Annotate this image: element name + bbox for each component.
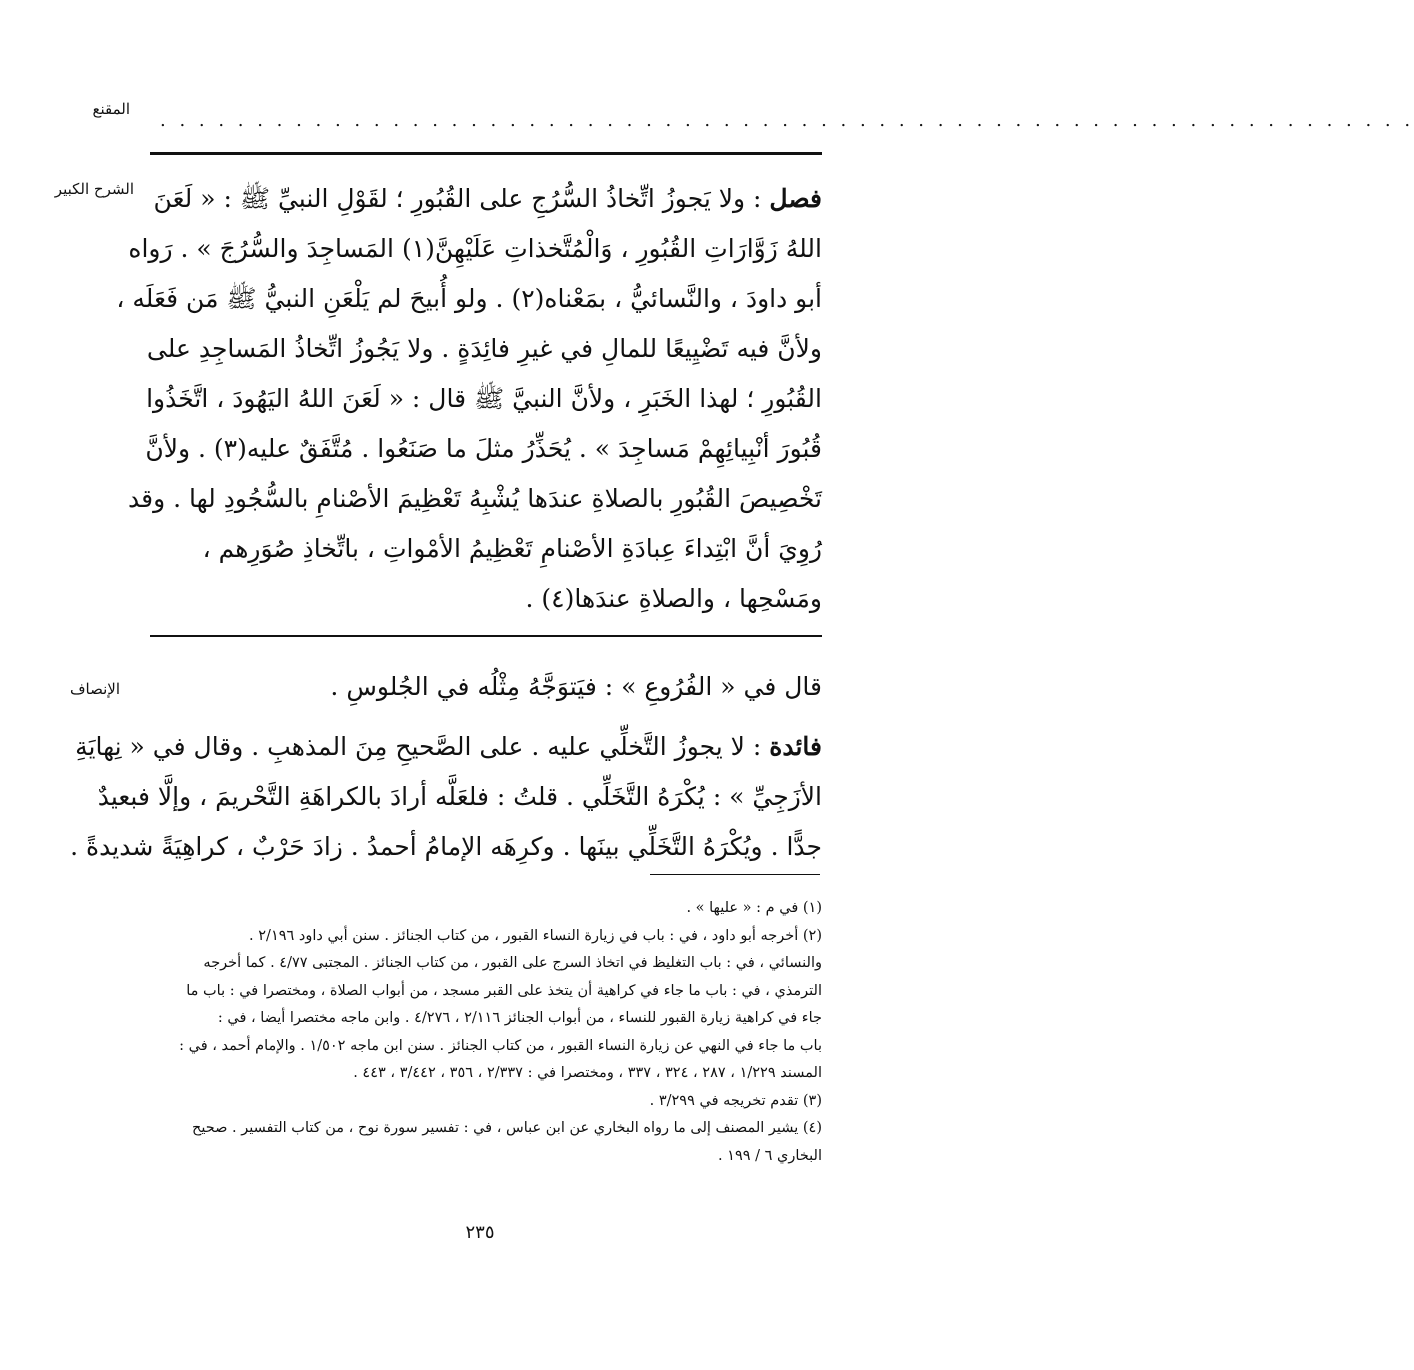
sharh-line-1 bbox=[150, 174, 822, 224]
muqni-dotted-placeholder: . . . . . . . . . . . . . . . . . . . . . . . . . . . . . . . . . . . . . . . . . . . . . . . . . . . . . . . . . . . . . . . . . bbox=[160, 110, 1414, 131]
top-rule bbox=[150, 152, 822, 155]
side-label-sharh-kabir: الشرح الكبير bbox=[54, 180, 134, 198]
footnote-line: والنسائي ، في : باب التغليظ في اتخاذ السرج على القبور ، من كتاب الجنائز . المجتبى ٤/٧٧ . كما أخرجه bbox=[203, 955, 822, 971]
insaf-line-1: قال في « الفُرُوعِ » : فيَتوَجَّهُ مِثْلُه في الجُلوسِ . bbox=[330, 672, 822, 701]
sharh-heading: فصل bbox=[769, 184, 822, 213]
sharh-line-8: رُوِيَ أنَّ ابْتِداءَ عِبادَةِ الأصْنامِ تَعْظِيمُ الأمْواتِ ، باتِّخاذِ صُوَرِهم ، bbox=[202, 534, 822, 563]
side-label-insaf: الإنصاف bbox=[69, 680, 120, 698]
sharh-line-6: قُبُورَ أنْبِيائِهِمْ مَساجِدَ » . يُحَذِّرُ مثلَ ما صَنَعُوا . مُتَّفَقٌ عليه(٣) . ولأنَّ bbox=[145, 434, 822, 463]
sharh-line-1-text: : ولا يَجوزُ اتِّخاذُ السُّرُجِ على القُبُورِ ؛ لقَوْلِ النبيِّ ﷺ : « لَعَنَ bbox=[153, 184, 762, 213]
side-label-muqni: المقنع bbox=[92, 100, 130, 118]
footnote-line: جاء في كراهية زيارة القبور للنساء ، من أبواب الجنائز ٢/١١٦ ، ٤/٢٧٦ . وابن ماجه مختصرا أيضا ، في : bbox=[217, 1010, 822, 1026]
sharh-line-5: القُبُورِ ؛ لهذا الخَبَرِ ، ولأنَّ النبيَّ ﷺ قال : « لَعَنَ اللهُ اليَهُودَ ، اتَّخَذُوا bbox=[146, 384, 822, 413]
footnote-line: المسند ١/٢٢٩ ، ٢٨٧ ، ٣٢٤ ، ٣٣٧ ، ومختصرا في : ٢/٣٣٧ ، ٣٥٦ ، ٣/٤٤٢ ، ٤٤٣ . bbox=[353, 1065, 822, 1081]
sharh-line-3: أبو داودَ ، والنَّسائيُّ ، بمَعْناه(٢) . ولو أُبيحَ لم يَلْعَنِ النبيُّ ﷺ مَن فَعَلَه ، bbox=[116, 284, 822, 313]
footnote-line: (٢) أخرجه أبو داود ، في : باب في زيارة النساء القبور ، من كتاب الجنائز . سنن أبي داود ٢/١٩٦ . bbox=[249, 927, 822, 944]
footnote-line: (٣) تقدم تخريجه في ٣/٢٩٩ . bbox=[649, 1092, 822, 1109]
footnote-line: البخاري ٦ / ١٩٩ . bbox=[717, 1147, 822, 1164]
page-number: ٢٣٥ bbox=[465, 1222, 495, 1243]
middle-rule bbox=[150, 635, 822, 637]
insaf-line-3: الأزَجِيِّ » : يُكْرَهُ التَّخَلِّي . قلتُ : فلعَلَّه أرادَ بالكراهَةِ التَّحْريمَ ، وإلَّا فبعيدٌ bbox=[97, 782, 822, 811]
footnote-line: الترمذي ، في : باب ما جاء في كراهية أن يتخذ على القبر مسجد ، من أبواب الصلاة ، ومختصرا في : باب ما bbox=[186, 982, 822, 999]
footnote-rule bbox=[650, 874, 820, 875]
sharh-section bbox=[116, 174, 822, 624]
footnote-line: (٤) يشير المصنف إلى ما رواه البخاري عن ابن عباس ، في : تفسير سورة نوح ، من كتاب التفسير . صحيح bbox=[192, 1120, 822, 1136]
sharh-line-2: اللهُ زَوَّارَاتِ القُبُورِ ، وَالْمُتَّخذاتِ عَلَيْهِنَّ(١) المَساجِدَ والسُّرُجَ » . رَواه bbox=[128, 234, 822, 263]
footnotes bbox=[148, 895, 822, 1170]
footnote-line: (١) في م : « عليها » . bbox=[686, 900, 822, 916]
sharh-line-7: تَخْصِيصَ القُبُورِ بالصلاةِ عندَها يُشْبِهُ تَعْظِيمَ الأصْنامِ بالسُّجُودِ لها . وقد bbox=[128, 484, 822, 513]
sharh-line-4: ولأنَّ فيه تَضْيِيعًا للمالِ في غيرِ فائِدَةٍ . ولا يَجُوزُ اتِّخاذُ المَساجِدِ على bbox=[146, 334, 822, 363]
insaf-line-2 bbox=[75, 722, 822, 772]
insaf-line-2-text: : لا يجوزُ التَّخلِّي عليه . على الصَّحيحِ مِنَ المذهبِ . وقال في « نِهايَةِ bbox=[75, 732, 762, 761]
insaf-heading: فائدة bbox=[769, 732, 822, 761]
footnote-line: باب ما جاء في النهي عن زيارة النساء القبور ، من كتاب الجنائز . سنن ابن ماجه ١/٥٠٢ . والإمام أحمد ، في : bbox=[179, 1037, 822, 1054]
insaf-line-4: جدًّا . ويُكْرَهُ التَّخَلِّي بينَها . وكرِهَه الإمامُ أحمدُ . زادَ حَرْبٌ ، كراهِيَةً شديدةً . bbox=[70, 832, 822, 861]
sharh-line-9: ومَسْحِها ، والصلاةِ عندَها(٤) . bbox=[525, 584, 822, 613]
